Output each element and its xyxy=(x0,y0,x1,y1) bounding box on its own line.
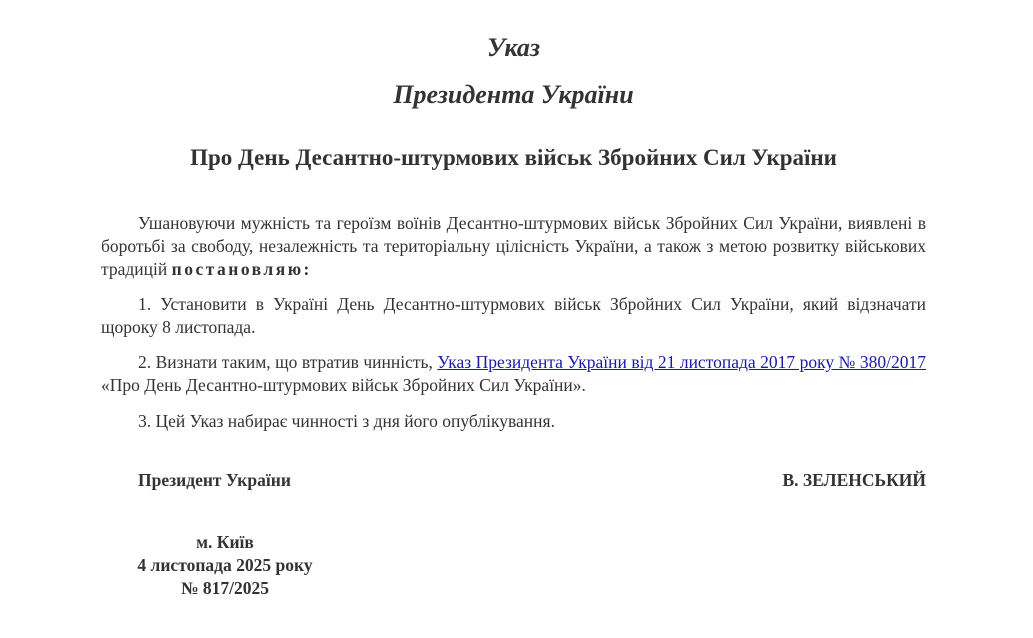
decree-item-1: 1. Установити в Україні День Десантно-штурмових військ Збройних Сил України, який відзначати щороку 8 листопада. xyxy=(101,294,926,337)
decree-item-2 xyxy=(101,351,926,397)
issuer-title: Президента України xyxy=(393,80,634,109)
issue-city: м. Київ xyxy=(196,532,254,552)
item2-suffix: «Про День Десантно-штурмових військ Збройних Сил України». xyxy=(101,375,586,395)
decree-footer xyxy=(101,531,349,600)
signer-position: Президент України xyxy=(138,470,291,490)
preamble-text: Ушановуючи мужність та героїзм воїнів Десантно-штурмових військ Збройних Сил України, виявлені в боротьбі за свободу, незалежність та територіальну цілісність України, а також з метою розвитку військових традицій xyxy=(101,213,926,279)
decree-word: постановляю: xyxy=(171,259,312,279)
decree-number: № 817/2025 xyxy=(180,578,270,598)
preamble-paragraph xyxy=(101,212,926,281)
decree-subject: Про День Десантно-штурмових військ Збройних Сил України xyxy=(190,145,837,170)
issue-date: 4 листопада 2025 року xyxy=(137,555,313,575)
repealed-decree-link[interactable]: Указ Президента України від 21 листопада 2017 року № 380/2017 xyxy=(437,352,926,372)
signer-name: В. ЗЕЛЕНСЬКИЙ xyxy=(782,470,926,490)
decree-item-3: 3. Цей Указ набирає чинності з дня його опублікування. xyxy=(138,411,555,431)
item2-prefix: 2. Визнати таким, що втратив чинність, xyxy=(138,352,438,372)
decree-title: Указ xyxy=(486,33,541,62)
